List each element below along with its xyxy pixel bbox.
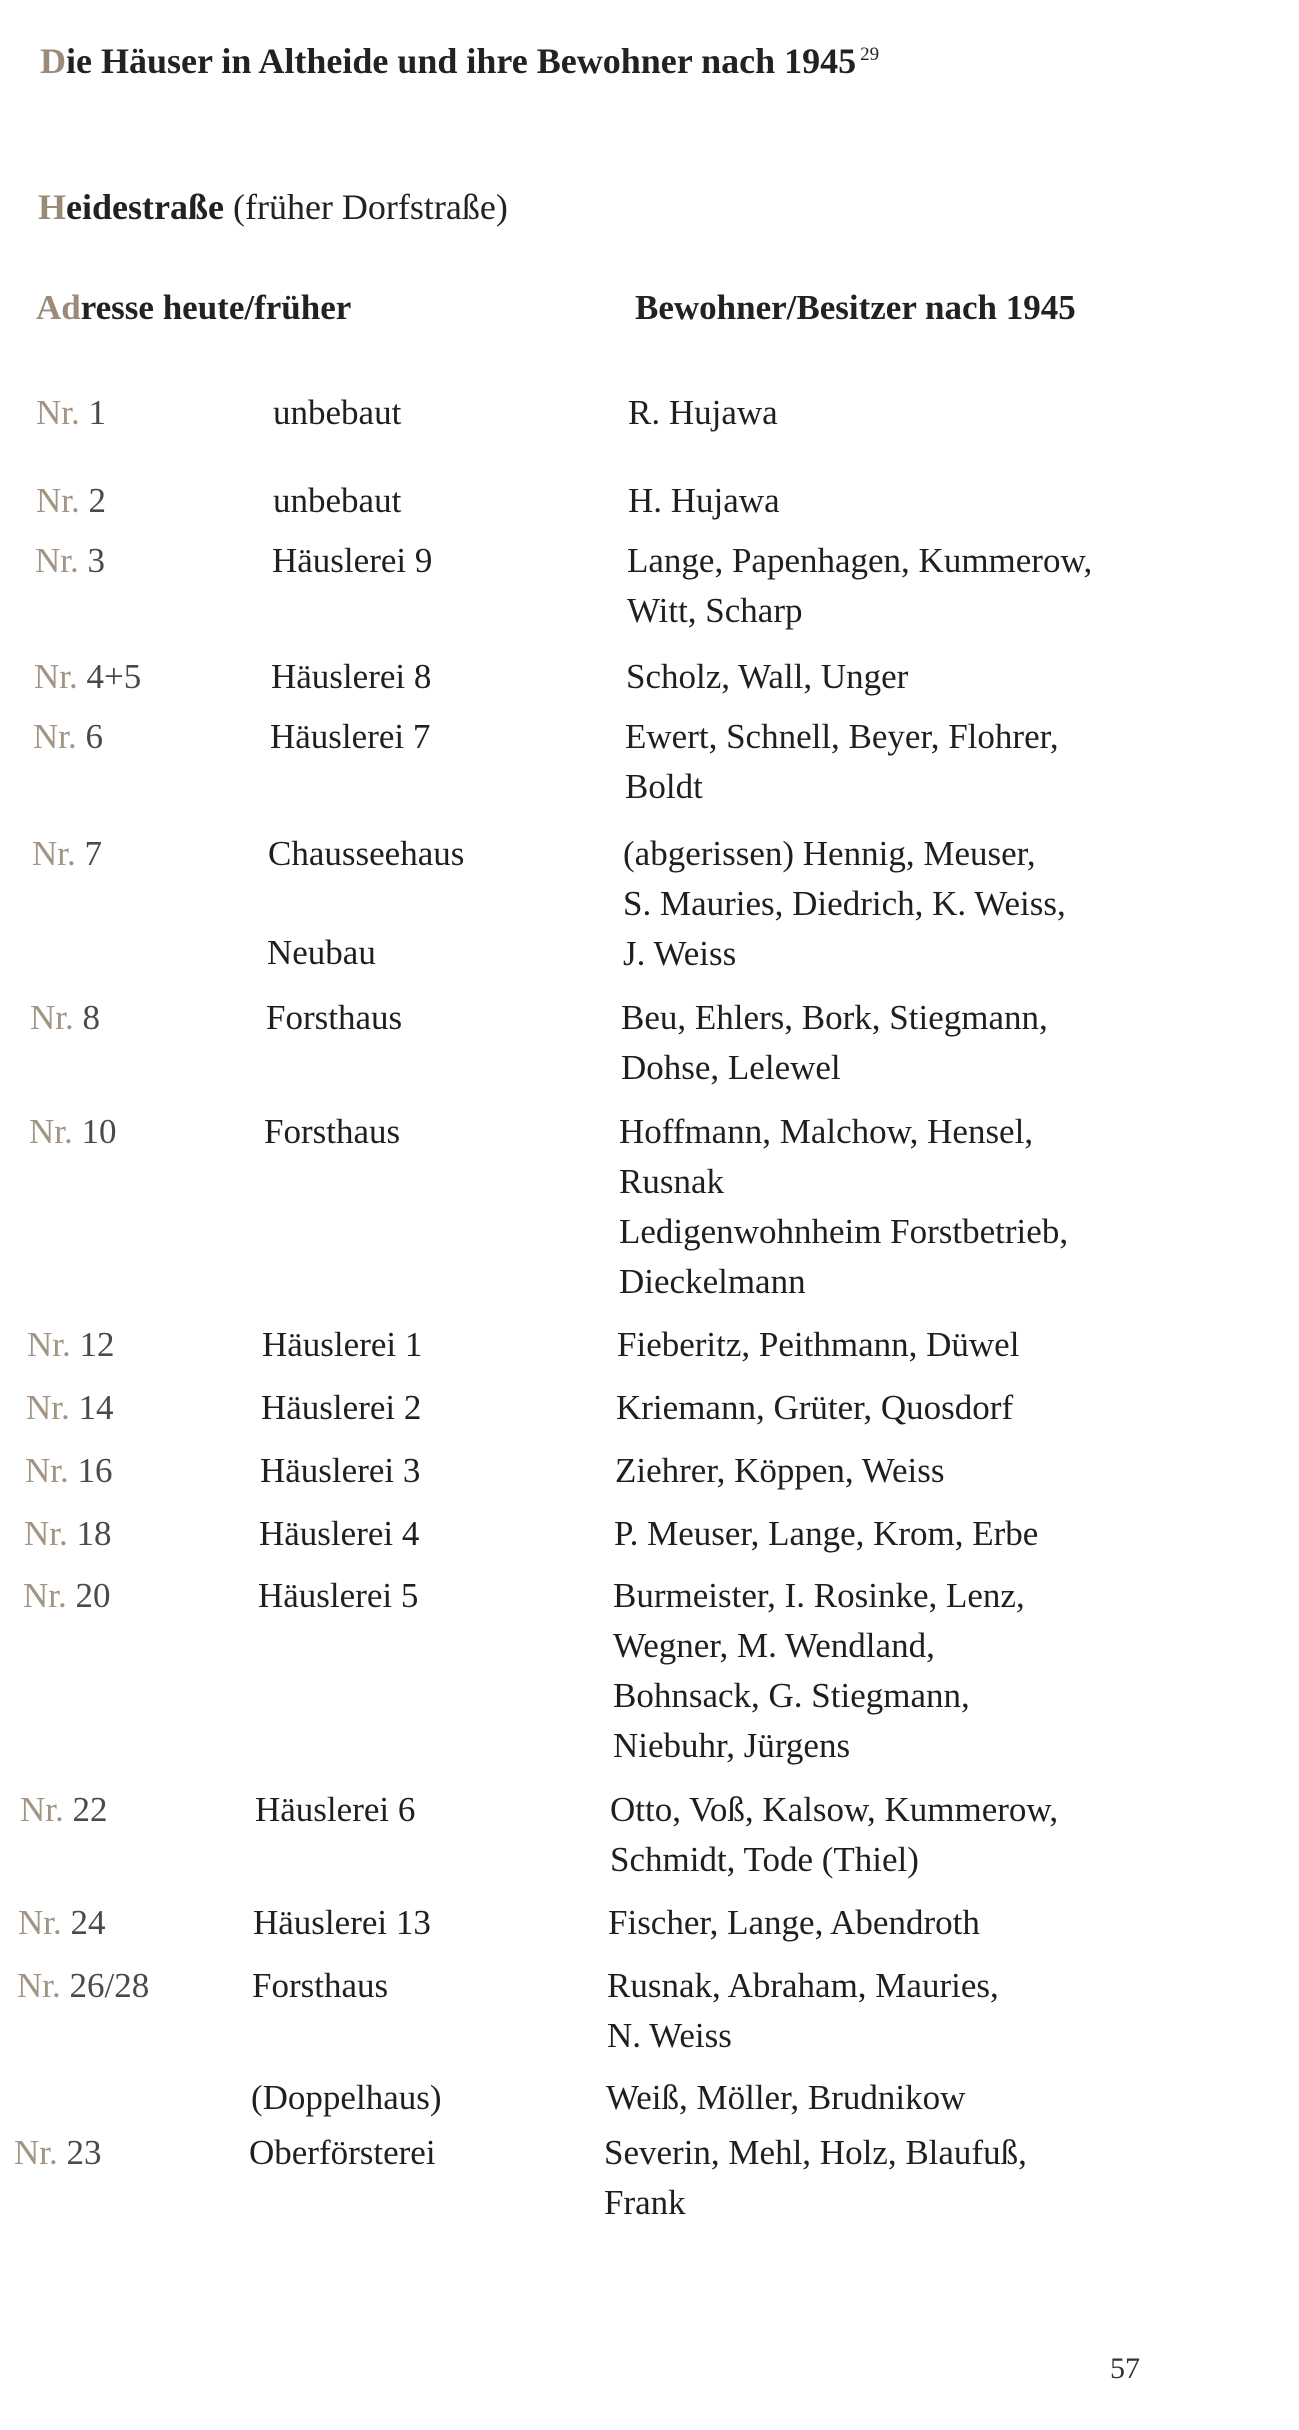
resident-line: R. Hujawa [628, 393, 778, 432]
column-header-address-text: resse heute/früher [80, 288, 352, 327]
resident-line: Weiß, Möller, Brudnikow [606, 2078, 966, 2117]
address-number-label: Nr. [36, 481, 80, 520]
page-title [40, 40, 879, 82]
address-number-value: 1 [88, 393, 106, 432]
address-number-value: 14 [78, 1388, 114, 1427]
former-designation: Häuslerei 3 [260, 1451, 421, 1490]
address-number [17, 1961, 149, 2011]
address-number-label: Nr. [23, 1576, 67, 1615]
resident-line: Ewert, Schnell, Beyer, Flohrer, [625, 717, 1059, 756]
address-number-value: 6 [85, 717, 103, 756]
address-number-value: 26/28 [69, 1966, 150, 2005]
address-number-value: 12 [79, 1325, 115, 1364]
residents-list [604, 2128, 1027, 2228]
resident-line: Fischer, Lange, Abendroth [608, 1903, 980, 1942]
address-number [34, 652, 141, 702]
address-number-label: Nr. [33, 717, 77, 756]
resident-line: N. Weiss [607, 2016, 732, 2055]
residents-list [626, 652, 908, 702]
residents-list [606, 2073, 965, 2123]
former-designation: Häuslerei 5 [258, 1576, 419, 1615]
residents-list [628, 388, 778, 438]
former-designation: Häuslerei 4 [259, 1514, 420, 1553]
address-number-label: Nr. [17, 1966, 61, 2005]
residents-list [616, 1383, 1013, 1433]
residents-list [607, 1961, 999, 2061]
address-number [14, 2128, 102, 2178]
former-designation: unbebaut [273, 481, 402, 520]
address-number [26, 1383, 114, 1433]
address-number [36, 476, 106, 526]
address-number-label: Nr. [26, 1388, 70, 1427]
former-designation: (Doppelhaus) [251, 2078, 442, 2117]
address-number [25, 1446, 113, 1496]
resident-line: J. Weiss [623, 934, 737, 973]
address-number-value: 20 [75, 1576, 111, 1615]
address-number [18, 1898, 106, 1948]
address-number [32, 829, 102, 879]
street-name: eidestraße [66, 187, 224, 227]
address-number-label: Nr. [18, 1903, 62, 1942]
address-number-value: 24 [70, 1903, 106, 1942]
former-designation: Häuslerei 9 [272, 541, 433, 580]
address-number-value: 10 [81, 1112, 117, 1151]
address-number [24, 1509, 112, 1559]
residents-list [619, 1107, 1068, 1307]
residents-list [627, 536, 1092, 636]
address-number-label: Nr. [20, 1790, 64, 1829]
address-number-label: Nr. [36, 393, 80, 432]
column-header-address-initial: Ad [36, 288, 81, 327]
resident-line: Rusnak [619, 1162, 724, 1201]
former-designation: Häuslerei 2 [261, 1388, 422, 1427]
address-number-label: Nr. [30, 998, 74, 1037]
resident-line: Schmidt, Tode (Thiel) [610, 1840, 919, 1879]
resident-line: Ziehrer, Köppen, Weiss [615, 1451, 945, 1490]
title-footnote-ref: 29 [860, 44, 880, 65]
address-number-label: Nr. [24, 1514, 68, 1553]
address-number-value: 8 [82, 998, 100, 1037]
resident-line: Dohse, Lelewel [621, 1048, 841, 1087]
title-text: ie Häuser in Altheide und ihre Bewohner nach 1945 [66, 41, 857, 81]
former-designation: Forsthaus [266, 998, 403, 1037]
former-designation: Häuslerei 7 [270, 717, 431, 756]
address-number-value: 2 [88, 481, 106, 520]
residents-list [615, 1446, 945, 1496]
resident-line: Witt, Scharp [627, 591, 803, 630]
former-designation: Oberförsterei [249, 2133, 436, 2172]
address-number-value: 7 [84, 834, 102, 873]
street-heading [38, 186, 508, 228]
address-number-label: Nr. [35, 541, 79, 580]
address-number [20, 1785, 108, 1835]
address-number [35, 536, 105, 586]
residents-list [621, 993, 1048, 1093]
resident-line: Lange, Papenhagen, Kummerow, [627, 541, 1093, 580]
resident-line: Severin, Mehl, Holz, Blaufuß, [604, 2133, 1027, 2172]
residents-list [610, 1785, 1058, 1885]
resident-line: Rusnak, Abraham, Mauries, [607, 1966, 999, 2005]
resident-line: Scholz, Wall, Unger [626, 657, 909, 696]
resident-line: Frank [604, 2183, 686, 2222]
resident-line: Burmeister, I. Rosinke, Lenz, [613, 1576, 1025, 1615]
resident-line: S. Mauries, Diedrich, K. Weiss, [623, 884, 1066, 923]
former-designation: Häuslerei 8 [271, 657, 432, 696]
resident-line: Hoffmann, Malchow, Hensel, [619, 1112, 1034, 1151]
residents-list [608, 1898, 980, 1948]
street-initial: H [38, 187, 67, 227]
resident-line: Beu, Ehlers, Bork, Stiegmann, [621, 998, 1048, 1037]
residents-list [617, 1320, 1019, 1370]
address-number-value: 16 [77, 1451, 113, 1490]
former-designation: Neubau [267, 933, 376, 972]
resident-line: Otto, Voß, Kalsow, Kummerow, [610, 1790, 1059, 1829]
former-designation: Forsthaus [252, 1966, 389, 2005]
address-number [29, 1107, 117, 1157]
address-number-label: Nr. [34, 657, 78, 696]
resident-line: Bohnsack, G. Stiegmann, [613, 1676, 970, 1715]
resident-line: H. Hujawa [628, 481, 780, 520]
resident-line: (abgerissen) Hennig, Meuser, [623, 834, 1036, 873]
address-number-label: Nr. [25, 1451, 69, 1490]
address-number-label: Nr. [14, 2133, 58, 2172]
address-number-label: Nr. [32, 834, 76, 873]
address-number [23, 1571, 111, 1621]
residents-list [613, 1571, 1025, 1771]
address-number [33, 712, 103, 762]
former-designation: Häuslerei 1 [262, 1325, 423, 1364]
resident-line: Fieberitz, Peithmann, Düwel [617, 1325, 1020, 1364]
former-designation: Forsthaus [264, 1112, 401, 1151]
residents-list [614, 1509, 1038, 1559]
street-note: (früher Dorfstraße) [232, 187, 508, 227]
address-number-label: Nr. [27, 1325, 71, 1364]
former-designation: Häuslerei 6 [255, 1790, 416, 1829]
address-number-value: 23 [66, 2133, 102, 2172]
address-number [30, 993, 100, 1043]
resident-line: Kriemann, Grüter, Quosdorf [616, 1388, 1014, 1427]
residents-list [623, 829, 1066, 979]
address-number [36, 388, 106, 438]
address-number-value: 22 [72, 1790, 108, 1829]
page-number: 57 [1110, 2352, 1140, 2385]
resident-line: Dieckelmann [619, 1262, 806, 1301]
address-number-value: 18 [76, 1514, 112, 1553]
column-header-address [36, 288, 351, 328]
former-designation: Häuslerei 13 [253, 1903, 431, 1942]
resident-line: Wegner, M. Wendland, [613, 1626, 935, 1665]
former-designation: Chausseehaus [268, 834, 465, 873]
resident-line: Ledigenwohnheim Forstbetrieb, [619, 1212, 1069, 1251]
column-header-residents: Bewohner/Besitzer nach 1945 [635, 288, 1076, 327]
resident-line: Niebuhr, Jürgens [613, 1726, 851, 1765]
residents-list [625, 712, 1059, 812]
address-number-label: Nr. [29, 1112, 73, 1151]
address-number [27, 1320, 115, 1370]
address-number-value: 3 [87, 541, 105, 580]
former-designation: unbebaut [273, 393, 402, 432]
residents-list [628, 476, 780, 526]
address-number-value: 4+5 [86, 657, 142, 696]
title-initial: D [40, 41, 66, 81]
resident-line: Boldt [625, 767, 703, 806]
resident-line: P. Meuser, Lange, Krom, Erbe [614, 1514, 1039, 1553]
